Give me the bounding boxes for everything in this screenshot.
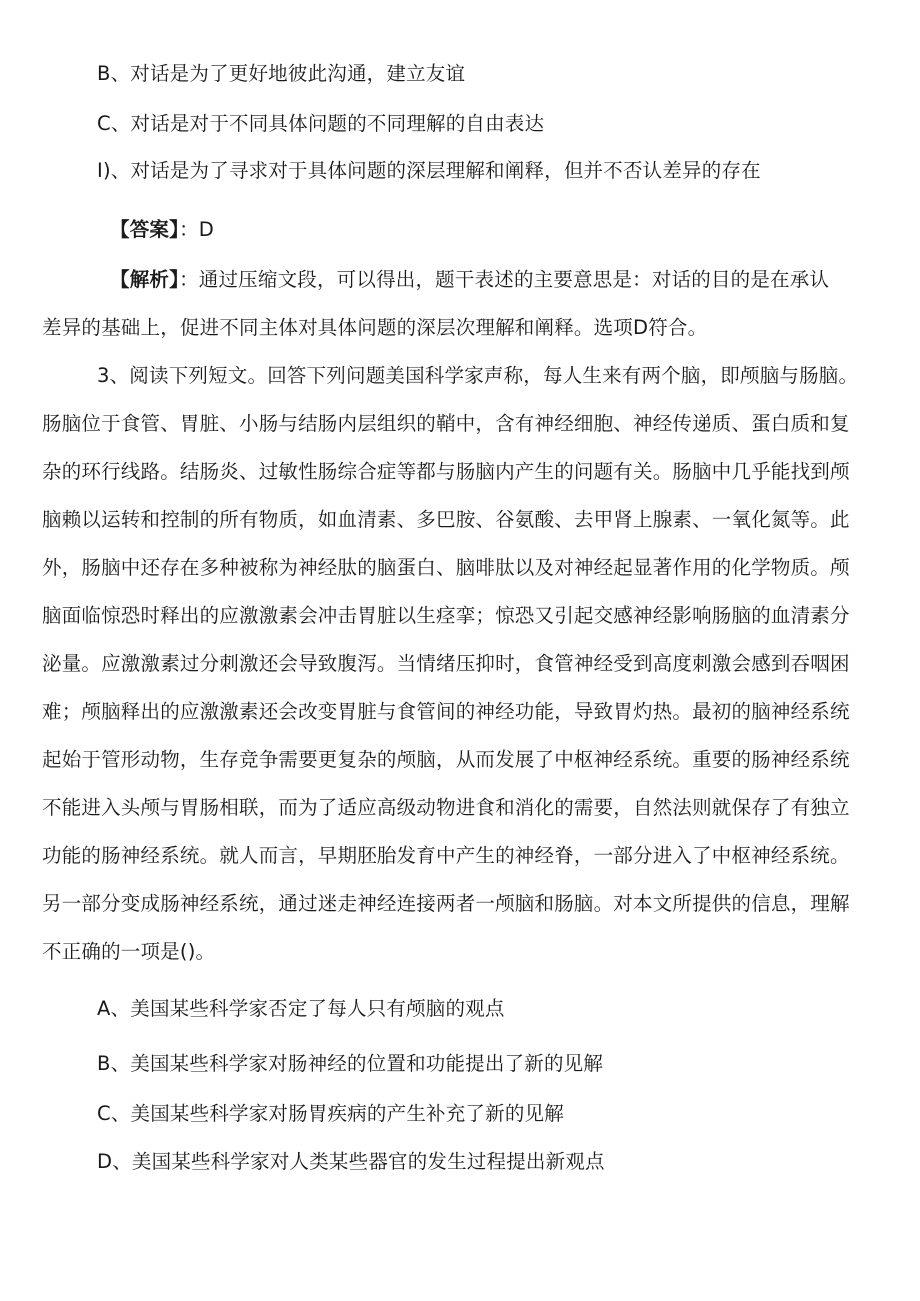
question-line: 脑赖以运转和控制的所有物质，如血清素、多巴胺、谷氨酸、去甲肾上腺素、一氧化氮等。此 — [42, 508, 850, 531]
question-line: 脑面临惊恐时释出的应激激素会冲击胃脏以生痉挛；惊恐又引起交感神经影响肠脑的血清素分 — [42, 604, 850, 627]
question-option-a: A、美国某些科学家否定了每人只有颅脑的观点 — [97, 997, 505, 1020]
analysis-text-1: ：通过压缩文段，可以得出，题干表述的主要意思是：对话的目的是在承认 — [179, 268, 830, 291]
prev-option-b: B、对话是为了更好地彼此沟通，建立友谊 — [97, 62, 466, 85]
answer-label: 【答案】 — [110, 218, 180, 241]
question-option-b: B、美国某些科学家对肠神经的位置和功能提出了新的见解 — [97, 1052, 604, 1075]
analysis-line-2: 差异的基础上，促进不同主体对具体问题的深层次理解和阐释。选项D符合。 — [42, 316, 708, 339]
answer-line — [110, 218, 214, 242]
question-line: 不正确的一项是()。 — [42, 940, 216, 963]
question-line: 肠脑位于食管、胃脏、小肠与结肠内层组织的鞘中，含有神经细胞、神经传递质、蛋白质和复 — [42, 412, 850, 435]
question-line: 功能的肠神经系统。就人而言，早期胚胎发育中产生的神经脊，一部分进入了中枢神经系统。 — [42, 844, 850, 867]
question-line: 另一部分变成肠神经系统，通过迷走神经连接两者一颅脑和肠脑。对本文所提供的信息，理解 — [42, 892, 850, 915]
question-line: 泌量。应激激素过分刺激还会导致腹泻。当情绪压抑时，食管神经受到高度刺激会感到吞咽困 — [42, 652, 850, 675]
question-line: 杂的环行线路。结肠炎、过敏性肠综合症等都与肠脑内产生的问题有关。肠脑中几乎能找到颅 — [42, 460, 850, 483]
question-option-d: D、美国某些科学家对人类某些器官的发生过程提出新观点 — [97, 1150, 605, 1173]
question-line: 3、阅读下列短文。回答下列问题美国科学家声称，每人生来有两个脑，即颅脑与肠脑。 — [97, 364, 859, 387]
question-line: 起始于管形动物，生存竞争需要更复杂的颅脑，从而发展了中枢神经系统。重要的肠神经系统 — [42, 748, 850, 771]
analysis-line-1 — [110, 268, 829, 292]
question-option-c: C、美国某些科学家对肠胃疾病的产生补充了新的见解 — [97, 1102, 564, 1125]
question-line: 不能进入头颅与胃肠相联，而为了适应高级动物进食和消化的需要，自然法则就保存了有独立 — [42, 796, 850, 819]
answer-value: ：D — [179, 218, 214, 241]
analysis-label: 【解析】 — [110, 268, 180, 291]
question-line: 外，肠脑中还存在多种被称为神经肽的脑蛋白、脑啡肽以及对神经起显著作用的化学物质。颅 — [42, 556, 850, 579]
prev-option-d: I)、对话是为了寻求对于具体问题的深层理解和阐释，但并不否认差异的存在 — [97, 159, 761, 182]
question-line: 难；颅脑释出的应激激素还会改变胃脏与食管间的神经功能，导致胃灼热。最初的脑神经系统 — [42, 700, 850, 723]
prev-option-c: C、对话是对于不同具体问题的不同理解的自由表达 — [97, 112, 545, 135]
